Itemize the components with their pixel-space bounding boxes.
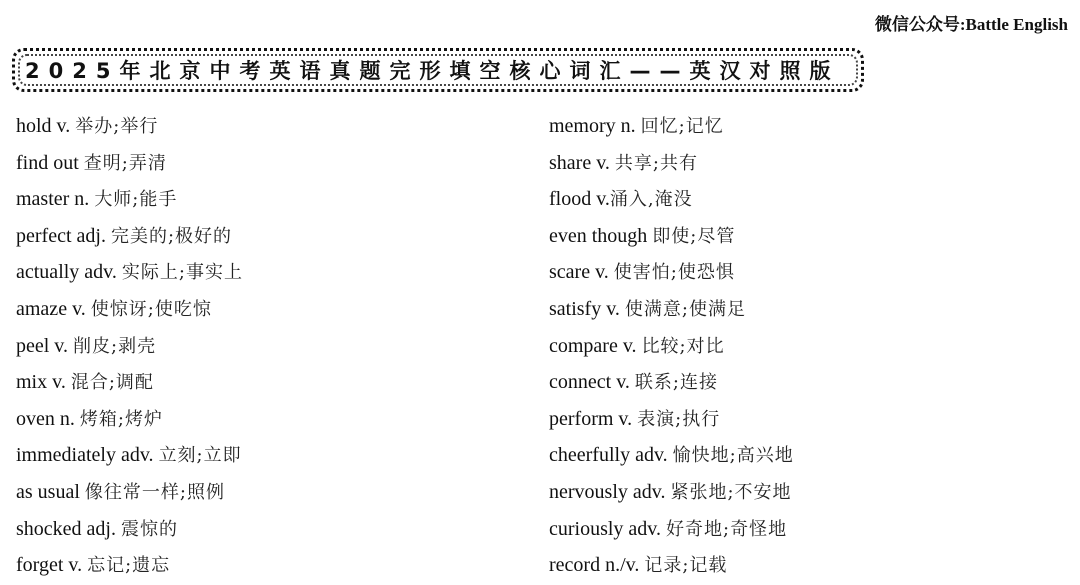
vocab-meaning: 紧张地;不安地 [670, 481, 792, 503]
vocab-entry [549, 108, 1049, 145]
vocab-word: even though [549, 224, 653, 247]
vocab-meaning: 实际上;事实上 [121, 262, 243, 284]
vocab-meaning: 表演;执行 [637, 408, 721, 430]
vocab-entry [549, 474, 1049, 511]
vocab-meaning: 使惊讶;使吃惊 [90, 298, 212, 320]
vocab-meaning: 回忆;记忆 [640, 116, 724, 137]
vocab-word: flood v. [549, 188, 610, 211]
vocab-entry [549, 511, 1049, 548]
vocab-entry [549, 364, 1049, 401]
vocab-word: as usual [16, 480, 85, 503]
vocab-meaning: 大师;能手 [94, 189, 178, 211]
vocab-meaning: 涌入,淹没 [609, 189, 693, 211]
vocab-meaning: 查明;弄清 [83, 152, 167, 174]
vocab-word: memory n. [549, 115, 641, 137]
vocab-entry [16, 364, 516, 401]
vocab-meaning: 共享;共有 [614, 152, 698, 174]
vocab-word: peel v. [16, 334, 74, 357]
vocab-word: curiously adv. [549, 517, 667, 540]
vocab-word: shocked adj. [16, 517, 121, 540]
vocab-word: connect v. [549, 371, 635, 394]
vocab-word: immediately adv. [16, 444, 159, 467]
vocab-word: record n./v. [549, 554, 645, 577]
vocab-meaning: 比较;对比 [641, 335, 725, 357]
vocab-entry [16, 437, 516, 474]
vocab-meaning: 联系;连接 [634, 372, 718, 394]
vocab-entry [16, 218, 516, 255]
vocab-column-right [549, 108, 1049, 584]
vocab-entry [549, 401, 1049, 438]
vocab-word: perform v. [549, 407, 638, 430]
vocab-word: hold v. [16, 115, 76, 137]
vocab-meaning: 好奇地;奇怪地 [666, 518, 788, 540]
vocab-word: oven n. [16, 407, 80, 430]
vocab-word: cheerfully adv. [549, 444, 673, 467]
vocab-meaning: 削皮;剥壳 [73, 335, 157, 357]
vocab-meaning: 烤箱;烤炉 [79, 408, 163, 430]
vocab-meaning: 愉快地;高兴地 [672, 445, 794, 467]
vocab-entry [16, 181, 516, 218]
vocab-meaning: 震惊的 [120, 518, 178, 540]
vocab-entry [16, 547, 516, 584]
vocab-word: nervously adv. [549, 480, 671, 503]
title-banner [12, 48, 864, 92]
vocab-entry [549, 181, 1049, 218]
vocab-meaning: 使满意;使满足 [624, 298, 746, 320]
vocab-entry [16, 474, 516, 511]
vocab-entry [16, 145, 516, 182]
vocab-word: find out [16, 151, 84, 174]
vocab-meaning: 混合;调配 [70, 372, 154, 394]
vocab-word: mix v. [16, 371, 71, 394]
vocab-entry [16, 291, 516, 328]
vocab-meaning: 使害怕;使恐惧 [613, 262, 735, 284]
vocab-entry [549, 145, 1049, 182]
vocab-entry [16, 254, 516, 291]
vocab-entry [16, 401, 516, 438]
vocab-meaning: 像往常一样;照例 [84, 481, 225, 503]
vocab-entry [549, 254, 1049, 291]
vocab-meaning: 即使;尽管 [652, 225, 736, 247]
page-title: 2025年北京中考英语真题完形填空核心词汇——英汉对照版 [25, 59, 840, 83]
vocab-word: actually adv. [16, 261, 122, 284]
vocab-meaning: 举办;举行 [75, 116, 159, 137]
vocab-word: share v. [549, 151, 615, 174]
vocab-word: forget v. [16, 554, 88, 577]
vocab-column-left [16, 108, 516, 584]
vocab-entry [16, 108, 516, 145]
vocab-meaning: 忘记;遗忘 [87, 555, 171, 577]
vocab-word: amaze v. [16, 297, 91, 320]
header-note: 微信公众号:Battle English [874, 15, 1068, 34]
vocab-entry [16, 328, 516, 365]
vocab-entry [549, 291, 1049, 328]
vocab-entry [16, 511, 516, 548]
vocab-meaning: 记录;记载 [644, 555, 728, 577]
vocab-entry [549, 218, 1049, 255]
vocab-word: perfect adj. [16, 224, 111, 247]
vocab-word: satisfy v. [549, 297, 625, 320]
vocab-meaning: 完美的;极好的 [110, 225, 233, 247]
vocab-entry [549, 437, 1049, 474]
vocab-word: compare v. [549, 334, 642, 357]
vocab-word: scare v. [549, 261, 614, 284]
vocab-word: master n. [16, 188, 95, 211]
vocab-meaning: 立刻;立即 [158, 445, 242, 467]
vocab-entry [549, 328, 1049, 365]
vocab-entry [549, 547, 1049, 584]
